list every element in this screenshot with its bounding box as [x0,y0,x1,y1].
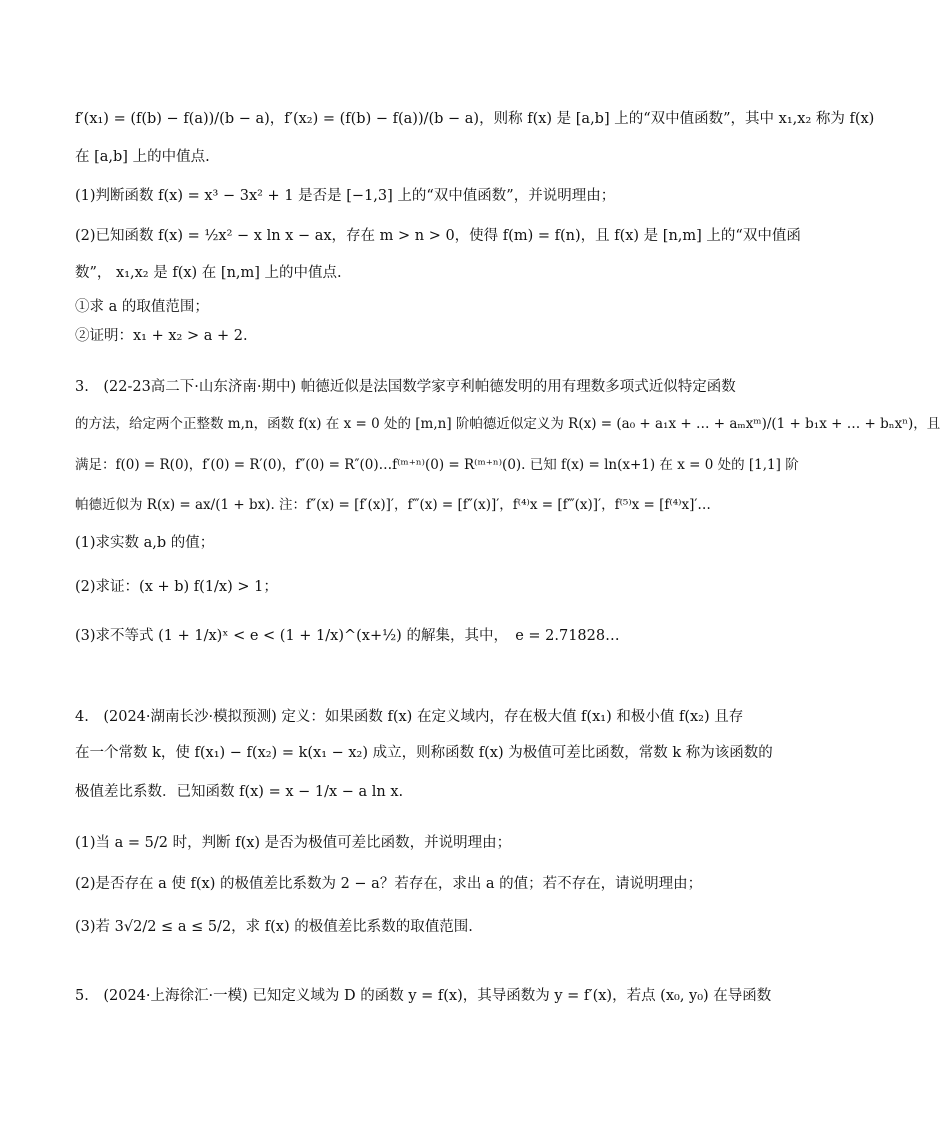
p3-line-1: 3. (22-23高二下·山东济南·期中) 帕德近似是法国数学家亨利帕德发明的用有理数多项式近似特定函数 [75,379,736,395]
p5-line-1: 5. (2024·上海徐汇·一模) 已知定义域为 D 的函数 y = f(x)，其导函数为 y = f′(x)，若点 (x₀, y₀) 在导函数 [75,988,772,1004]
p2-definition-line-1: f′(x₁) = (f(b) − f(a))/(b − a)，f′(x₂) = (f(b) − f(a))/(b − a)，则称 f(x) 是 [a,b] 上的“双中值函数”，其中 x₁,x₂ 称为 f(x) [75,111,875,127]
p4-line-1: 4. (2024·湖南长沙·模拟预测) 定义：如果函数 f(x) 在定义域内，存在极大值 f(x₁) 和极小值 f(x₂) 且存 [75,709,744,725]
p3-line-4: 帕德近似为 R(x) = ax/(1 + bx). 注：f″(x) = [f′(x)]′，f‴(x) = [f″(x)]′，f⁽⁴⁾x = [f‴(x)]′，f⁽⁵⁾x = [f⁽⁴⁾x]′… [75,497,711,513]
p3-question-1: (1)求实数 a,b 的值； [75,535,215,551]
p4-line-2: 在一个常数 k，使 f(x₁) − f(x₂) = k(x₁ − x₂) 成立，则称函数 f(x) 为极值可差比函数，常数 k 称为该函数的 [75,745,773,761]
p3-question-3: (3)求不等式 (1 + 1/x)ˣ < e < (1 + 1/x)^(x+½) 的解集，其中， e = 2.71828… [75,628,620,644]
p3-question-2: (2)求证：(x + b) f(1/x) > 1； [75,579,278,595]
p2-question-2-line-1: (2)已知函数 f(x) = ½x² − x ln x − ax，存在 m > n > 0，使得 f(m) = f(n)，且 f(x) 是 [n,m] 上的“双中值函 [75,228,801,244]
p4-question-1: (1)当 a = 5/2 时，判断 f(x) 是否为极值可差比函数，并说明理由； [75,835,512,851]
p4-question-3: (3)若 3√2/2 ≤ a ≤ 5/2，求 f(x) 的极值差比系数的取值范围. [75,919,473,935]
p2-question-1: (1)判断函数 f(x) = x³ − 3x² + 1 是否是 [−1,3] 上的“双中值函数”，并说明理由； [75,188,616,204]
p2-subquestion-2: ②证明：x₁ + x₂ > a + 2. [75,328,248,344]
p2-subquestion-1: ①求 a 的取值范围； [75,299,209,315]
p2-definition-line-2: 在 [a,b] 上的中值点. [75,149,210,165]
p3-line-2: 的方法，给定两个正整数 m,n，函数 f(x) 在 x = 0 处的 [m,n] 阶帕德近似定义为 R(x) = (a₀ + a₁x + … + aₘxᵐ)/(1 + b₁x + … + bₙxⁿ)，且 [75,416,940,432]
p4-line-3: 极值差比系数．已知函数 f(x) = x − 1/x − a ln x. [75,784,404,800]
p4-question-2: (2)是否存在 a 使 f(x) 的极值差比系数为 2 − a？若存在，求出 a 的值；若不存在，请说明理由； [75,876,703,892]
p3-line-3: 满足：f(0) = R(0)，f′(0) = R′(0)，f″(0) = R″(0)…f⁽ᵐ⁺ⁿ⁾(0) = R⁽ᵐ⁺ⁿ⁾(0). 已知 f(x) = ln(x+1) 在 x = 0 处的 [1,1] 阶 [75,457,799,473]
p2-question-2-line-2: 数”， x₁,x₂ 是 f(x) 在 [n,m] 上的中值点. [75,265,342,281]
